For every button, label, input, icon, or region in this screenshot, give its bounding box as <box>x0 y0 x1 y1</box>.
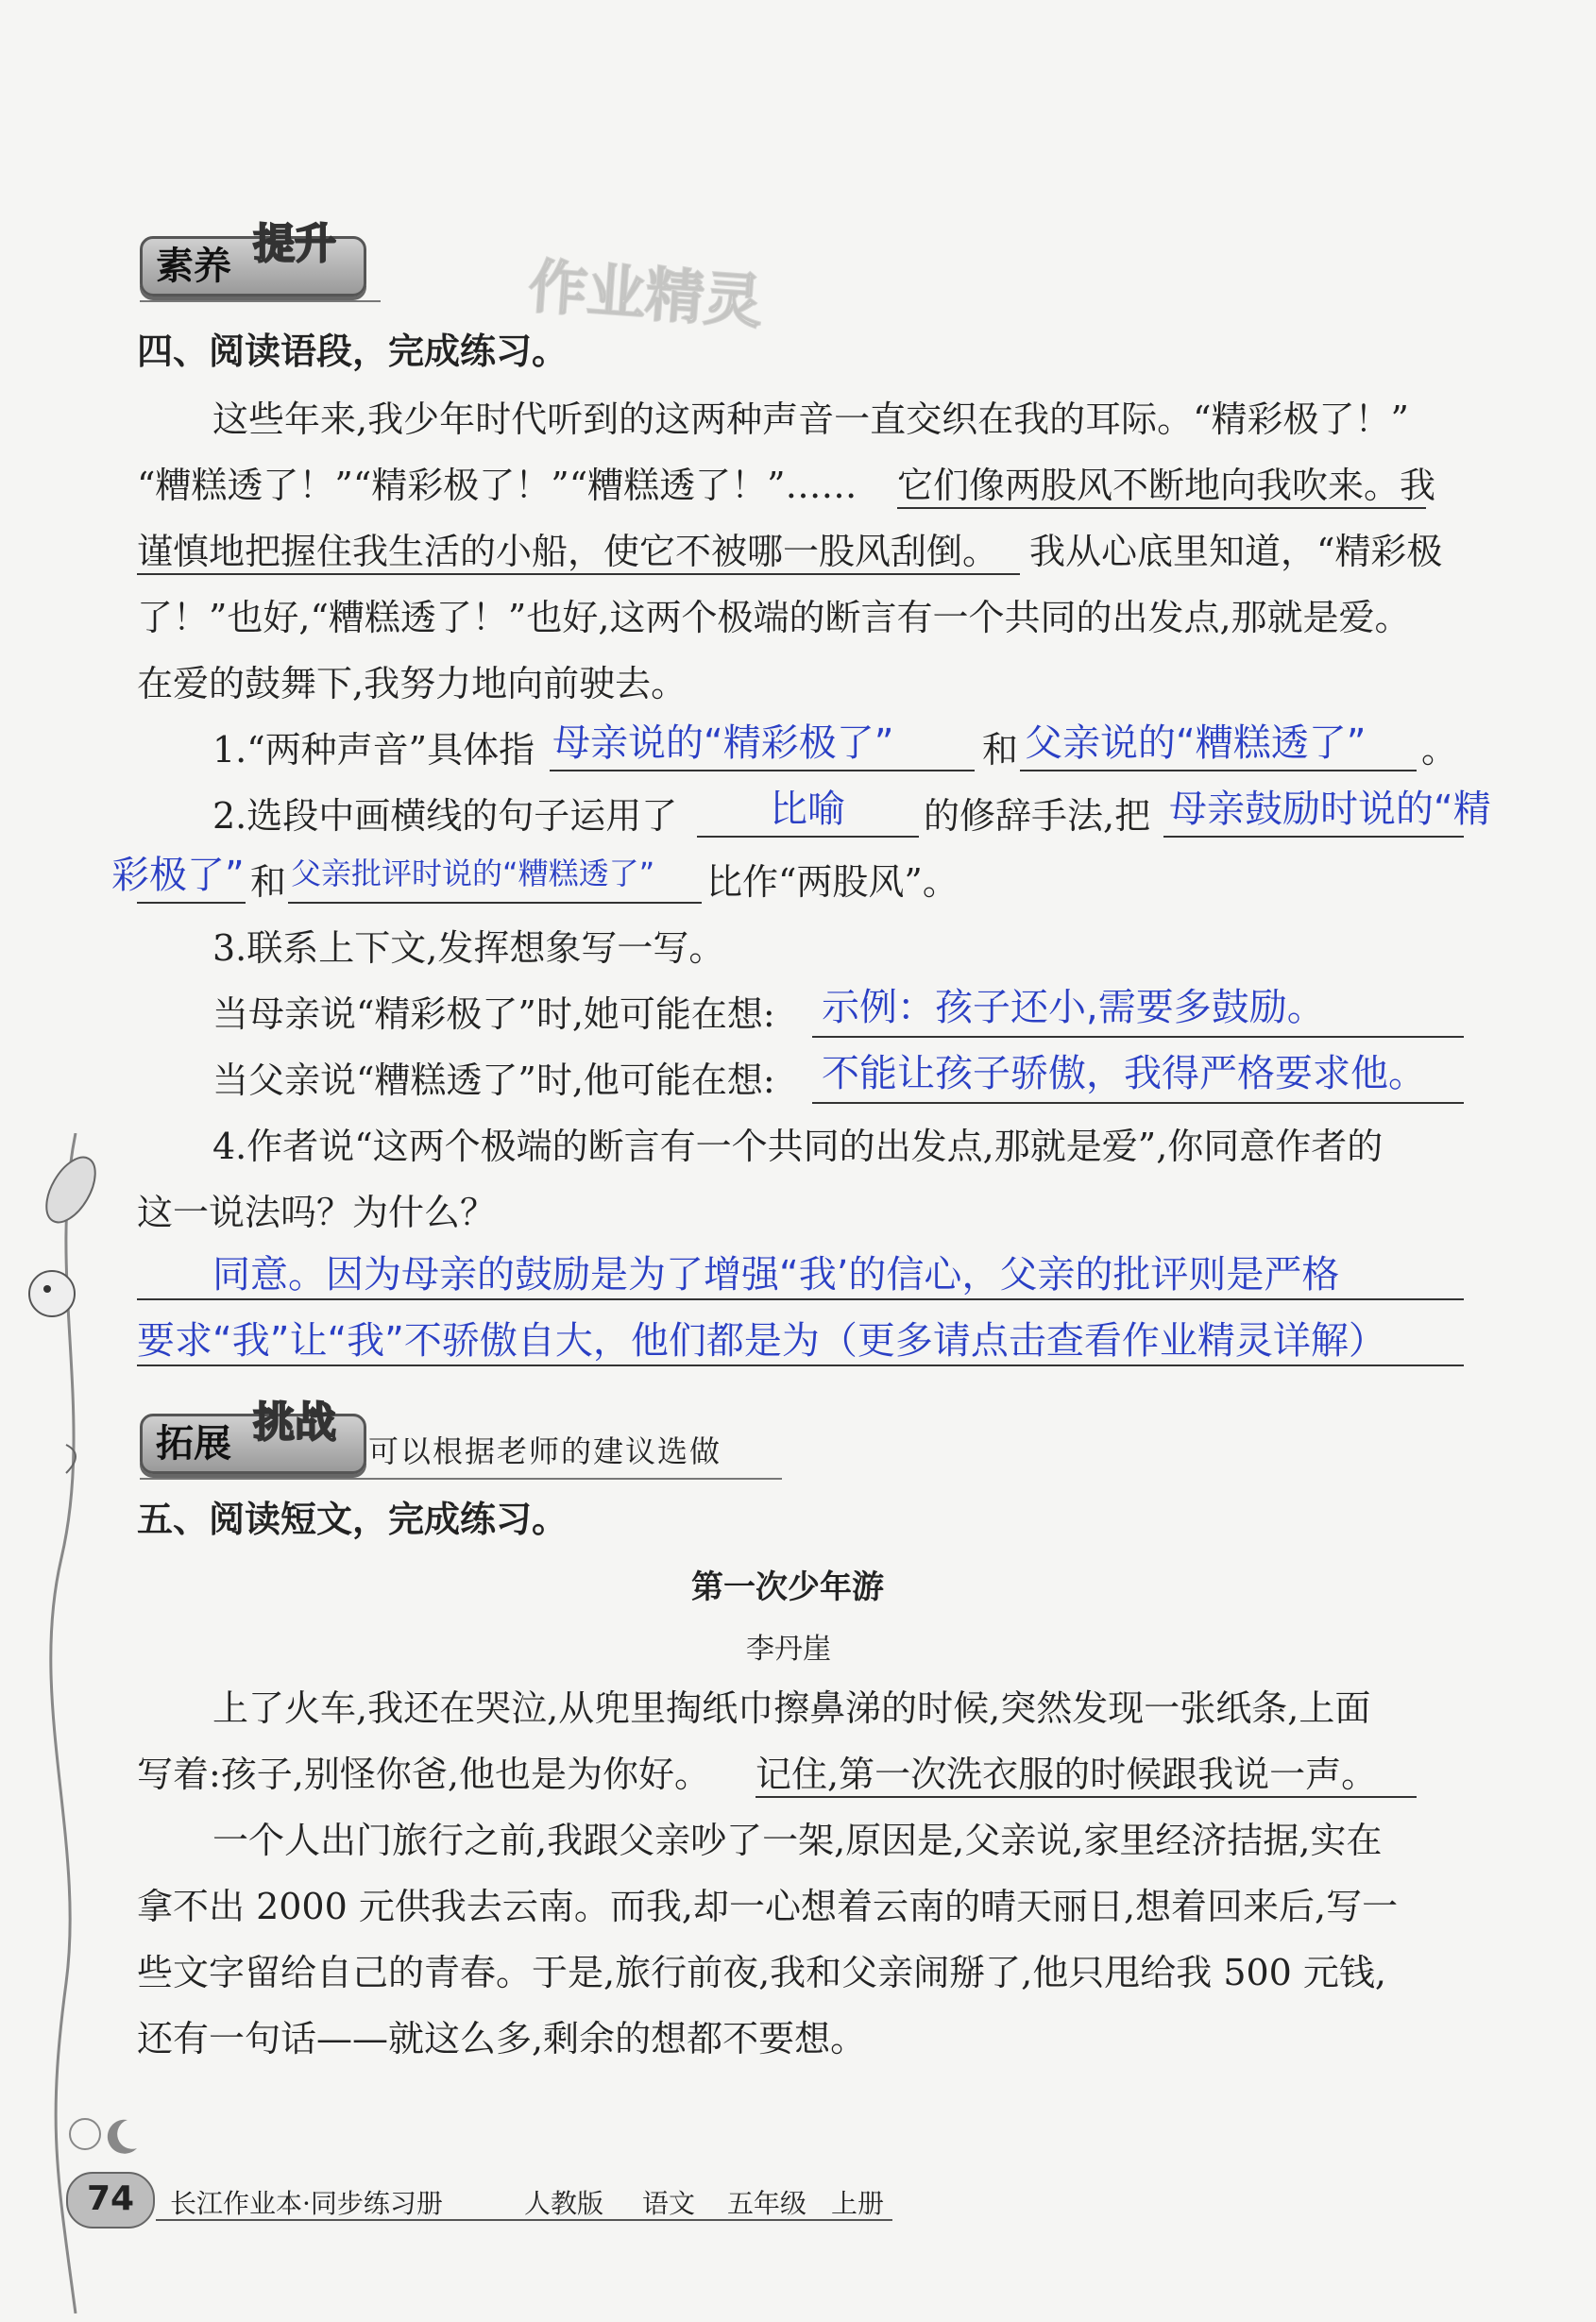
article-p1-line-2a: 写着:孩子,别怪你爸,他也是为你好。 <box>137 1754 710 1795</box>
q4-line-1: 4.作者说“这两个极端的断言有一个共同的出发点,那就是爱”,你同意作者的 <box>212 1126 1384 1167</box>
q2-end: 比作“两股风”。 <box>706 861 959 903</box>
passage-line-4: 了！”也好,“糟糕透了！”也好,这两个极端的断言有一个共同的出发点,那就是爱。 <box>137 597 1411 638</box>
q2-prefix: 2.选段中画横线的句子运用了 <box>212 795 678 837</box>
article-p1-line-2b: 记住,第一次洗衣服的时候跟我说一声。 <box>756 1754 1378 1795</box>
q1-mid: 和 <box>982 729 1019 771</box>
q3-answer-2: 不能让孩子骄傲，我得严格要求他。 <box>822 1052 1426 1095</box>
badge2-main-text: 拓展 <box>156 1422 231 1466</box>
passage-line-2b: 它们像两股风不断地向我吹来。我 <box>897 465 1436 506</box>
section5-title: 五、阅读短文，完成练习。 <box>137 1499 569 1540</box>
q1-answer-1: 母亲说的“精彩极了” <box>552 721 894 765</box>
passage-line-2a: “糟糕透了！”“精彩极了！”“糟糕透了！”…… <box>137 465 857 506</box>
q3-answer-1: 示例：孩子还小,需要多鼓励。 <box>822 986 1325 1029</box>
q4-answer-2: 要求“我”让“我”不骄傲自大，他们都是为（更多请点击查看作业精灵详解） <box>137 1319 1386 1363</box>
footer-volume: 上册 <box>831 2188 885 2219</box>
q2-mid: 的修辞手法,把 <box>924 795 1151 837</box>
q1-answer-2: 父亲说的“糟糕透了” <box>1025 721 1367 765</box>
q2-mid2: 和 <box>250 861 287 903</box>
footer-book: 长江作业本·同步练习册 <box>170 2188 443 2219</box>
article-p2-line-3: 些文字留给自己的青春。于是,旅行前夜,我和父亲闹掰了,他只甩给我 500 元钱, <box>137 1952 1387 1993</box>
q1-prefix: 1.“两种声音”具体指 <box>212 729 535 771</box>
footer-grade: 五年级 <box>727 2188 807 2219</box>
passage-line-3a: 谨慎地把握住我生活的小船，使它不被哪一股风刮倒。 <box>137 531 999 572</box>
article-title: 第一次少年游 <box>691 1568 884 1606</box>
section4-title: 四、阅读语段，完成练习。 <box>137 331 569 372</box>
q2-answer-rhetoric: 比喻 <box>770 788 845 831</box>
q3-prefix: 3.联系上下文,发挥想象写一写。 <box>212 927 725 969</box>
footer-edition: 人教版 <box>524 2188 604 2219</box>
q3-line-1: 当母亲说“精彩极了”时,她可能在想: <box>212 993 775 1035</box>
article-author: 李丹崖 <box>746 1633 831 1666</box>
article-p1-line-1: 上了火车,我还在哭泣,从兜里掏纸巾擦鼻涕的时候,突然发现一张纸条,上面 <box>212 1687 1371 1729</box>
article-p2-line-4: 还有一句话——就这么多,剩余的想都不要想。 <box>137 2018 867 2059</box>
passage-line-5: 在爱的鼓舞下,我努力地向前驶去。 <box>137 663 688 704</box>
q3-line-2: 当父亲说“糟糕透了”时,他可能在想: <box>212 1059 775 1101</box>
q2-answer-mother-cont: 彩极了” <box>111 854 245 897</box>
article-p2-line-1: 一个人出门旅行之前,我跟父亲吵了一架,原因是,父亲说,家里经济拮据,实在 <box>212 1820 1383 1861</box>
q2-answer-father: 父亲批评时说的“糟糕透了” <box>291 856 655 891</box>
page-number: 74 <box>87 2179 135 2218</box>
badge2-sup-text: 挑战 <box>253 1398 336 1447</box>
q1-end: 。 <box>1421 729 1458 771</box>
badge-main-text: 素养 <box>156 245 231 288</box>
q2-answer-mother: 母亲鼓励时说的“精 <box>1169 788 1491 831</box>
q4-answer-1: 同意。因为母亲的鼓励是为了增强“我’的信心，父亲的批评则是严格 <box>212 1253 1340 1297</box>
passage-line-1: 这些年来,我少年时代听到的这两种声音一直交织在我的耳际。“精彩极了！” <box>212 398 1409 440</box>
q4-line-2: 这一说法吗？为什么？ <box>137 1192 497 1233</box>
article-p2-line-2: 拿不出 2000 元供我去云南。而我,却一心想着云南的晴天丽日,想着回来后,写一 <box>137 1886 1399 1927</box>
sun-moon-doodle-icon <box>57 2096 151 2162</box>
watermark: 作业精灵 <box>526 251 765 337</box>
badge-sup-text: 提升 <box>253 220 336 268</box>
badge2-note: 可以根据老师的建议选做 <box>368 1433 722 1469</box>
footer-subject: 语文 <box>642 2188 696 2219</box>
passage-line-3b: 我从心底里知道，“精彩极 <box>1029 531 1443 572</box>
